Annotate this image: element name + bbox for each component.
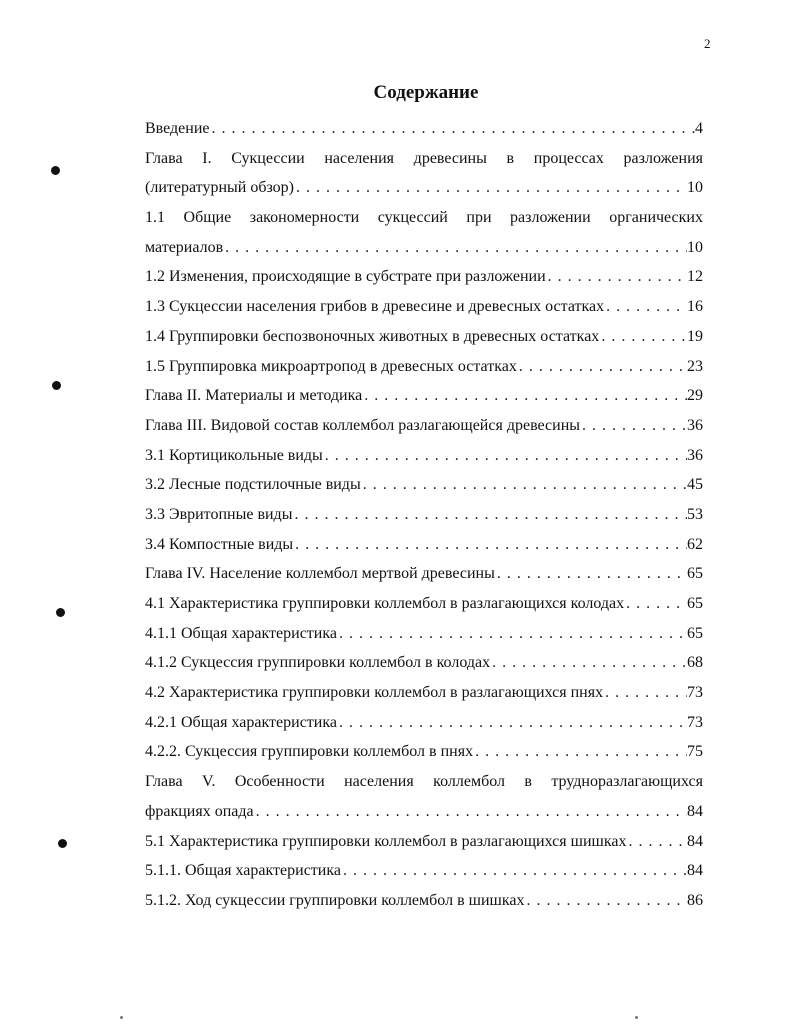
scan-speck [635,1016,638,1019]
toc-entry[interactable] [145,381,703,411]
toc-dot-leader [254,797,687,827]
toc-page-number: 75 [687,743,703,761]
toc-entry-title: 4.2 Характеристика группировки коллембол в разлагающихся пнях [145,684,604,702]
toc-page-number: 19 [687,327,703,345]
punch-hole-mark [58,839,67,848]
toc-page-number: 84 [687,802,703,820]
toc-page-number: 65 [687,624,703,642]
toc-entry-title: 1.3 Сукцессии населения грибов в древесине и древесных остатках [145,298,605,316]
toc-page-number: 62 [687,535,703,553]
toc-page-number: 23 [687,357,703,375]
toc-entry-title: 1.5 Группировка микроартропод в древесных остатках [145,357,517,375]
toc-page-number: 65 [687,595,703,612]
toc-entry-title: 4.2.1 Общая характеристика [145,713,337,731]
toc-entry[interactable] [145,797,703,827]
toc-entry[interactable] [145,233,703,263]
toc-page-number: 4 [695,120,703,137]
toc-entry-title: 5.1.2. Ход сукцессии группировки коллембол в шишках [145,891,525,909]
toc-page-number: 65 [687,565,703,583]
toc-page-number: 36 [687,416,703,434]
toc-dot-leader [341,856,687,886]
toc-page-number: 68 [687,654,703,672]
toc-entry-title: 1.2 Изменения, происходящие в субстрате при разложении [145,268,546,286]
page-number: 2 [704,36,711,51]
toc-entry-title: 3.3 Эвритопные виды [145,505,293,523]
toc-entry-title: Глава III. Видовой состав коллембол разлагающейся древесины [145,416,580,434]
toc-page-number: 73 [687,713,703,731]
toc-dot-leader [323,441,687,471]
toc-dot-leader [599,322,687,352]
toc-dot-leader [362,381,687,411]
toc-entry-title: 4.1.1 Общая характеристика [145,624,337,642]
toc-entry[interactable] [145,470,703,500]
toc-dot-leader [626,827,687,857]
toc-entry[interactable] [145,827,703,857]
toc-dot-leader [490,648,687,678]
toc-entry-title: 5.1.1. Общая характеристика [145,862,341,880]
toc-entry[interactable] [145,352,703,382]
toc-dot-leader [624,589,687,619]
toc-entry-first-line: 1.1 Общие закономерности сукцессий при разложении органических [145,209,703,227]
toc-entry-first-line: Глава V. Особенности населения коллембол в трудноразлагающихся [145,773,703,791]
toc-entry-title: Глава II. Материалы и методика [145,387,363,405]
toc-dot-leader [524,886,687,916]
toc-entry-title: 4.1 Характеристика группировки коллембол в разлагающихся колодах [145,595,625,612]
toc-entry[interactable] [145,173,703,203]
toc-page-number: 10 [687,179,703,197]
toc-entry-title: 3.4 Компостные виды [145,535,294,553]
toc-page-number: 86 [687,891,703,909]
toc-dot-leader [293,530,687,560]
toc-entry[interactable] [145,262,703,292]
toc-entry[interactable] [145,589,703,619]
punch-hole-mark [56,608,65,617]
toc-entry[interactable] [145,114,703,144]
toc-entry-title: Глава IV. Население коллембол мертвой древесины [145,565,495,583]
toc-entry-title: 3.2 Лесные подстилочные виды [145,476,361,494]
toc-page-number: 53 [687,505,703,523]
toc-entry[interactable] [145,530,703,560]
toc-dot-leader [495,559,687,589]
toc-page-number: 36 [687,446,703,464]
toc-entry-title: 3.1 Кортицикольные виды [145,446,323,464]
toc-dot-leader [337,619,687,649]
table-of-contents [145,114,703,916]
toc-page-number: 10 [687,238,703,256]
toc-dot-leader [580,411,687,441]
toc-dot-leader [546,262,687,292]
toc-page-number: 16 [687,298,703,316]
toc-entry[interactable] [145,559,703,589]
toc-dot-leader [292,500,687,530]
toc-entry[interactable] [145,737,703,767]
toc-entry[interactable] [145,648,703,678]
toc-entry-first-line: Глава I. Сукцессии населения древесины в процессах разложения [145,149,703,167]
toc-dot-leader [337,708,687,738]
toc-dot-leader [361,470,687,500]
toc-entry[interactable] [145,322,703,352]
toc-entry-title: (литературный обзор) [145,179,295,197]
toc-entry[interactable] [145,500,703,530]
toc-page-number: 45 [687,476,703,494]
toc-entry[interactable] [145,411,703,441]
toc-entry-title: 4.1.2 Сукцессия группировки коллембол в колодах [145,654,491,672]
toc-entry-title: Введение [145,120,210,137]
toc-dot-leader [517,352,687,382]
toc-dot-leader [604,292,687,322]
toc-page-number: 84 [687,832,703,850]
punch-hole-mark [52,381,61,390]
toc-dot-leader [473,737,687,767]
toc-entry-title: материалов [145,238,224,256]
toc-entry[interactable] [145,886,703,916]
toc-entry[interactable] [145,441,703,471]
toc-dot-leader [603,678,687,708]
toc-entry[interactable] [145,619,703,649]
toc-page-number: 84 [687,862,703,880]
toc-entry[interactable] [145,708,703,738]
toc-dot-leader [210,114,696,144]
toc-entry-title: 1.4 Группировки беспозвоночных животных в древесных остатках [145,327,600,345]
toc-entry-title: 4.2.2. Сукцессия группировки коллембол в пнях [145,743,474,761]
toc-page-number: 29 [687,387,703,405]
toc-page-number: 73 [687,684,703,702]
toc-page-number: 12 [687,268,703,286]
toc-entry-title: 5.1 Характеристика группировки коллембол в разлагающихся шишках [145,832,627,850]
punch-hole-mark [51,166,60,175]
toc-dot-leader [294,173,687,203]
toc-entry-title: фракциях опада [145,802,254,820]
scan-speck [120,1016,123,1019]
toc-entry[interactable] [145,678,703,708]
page-title: Содержание [373,82,479,103]
toc-entry[interactable] [145,856,703,886]
toc-entry[interactable] [145,292,703,322]
toc-dot-leader [223,233,687,263]
